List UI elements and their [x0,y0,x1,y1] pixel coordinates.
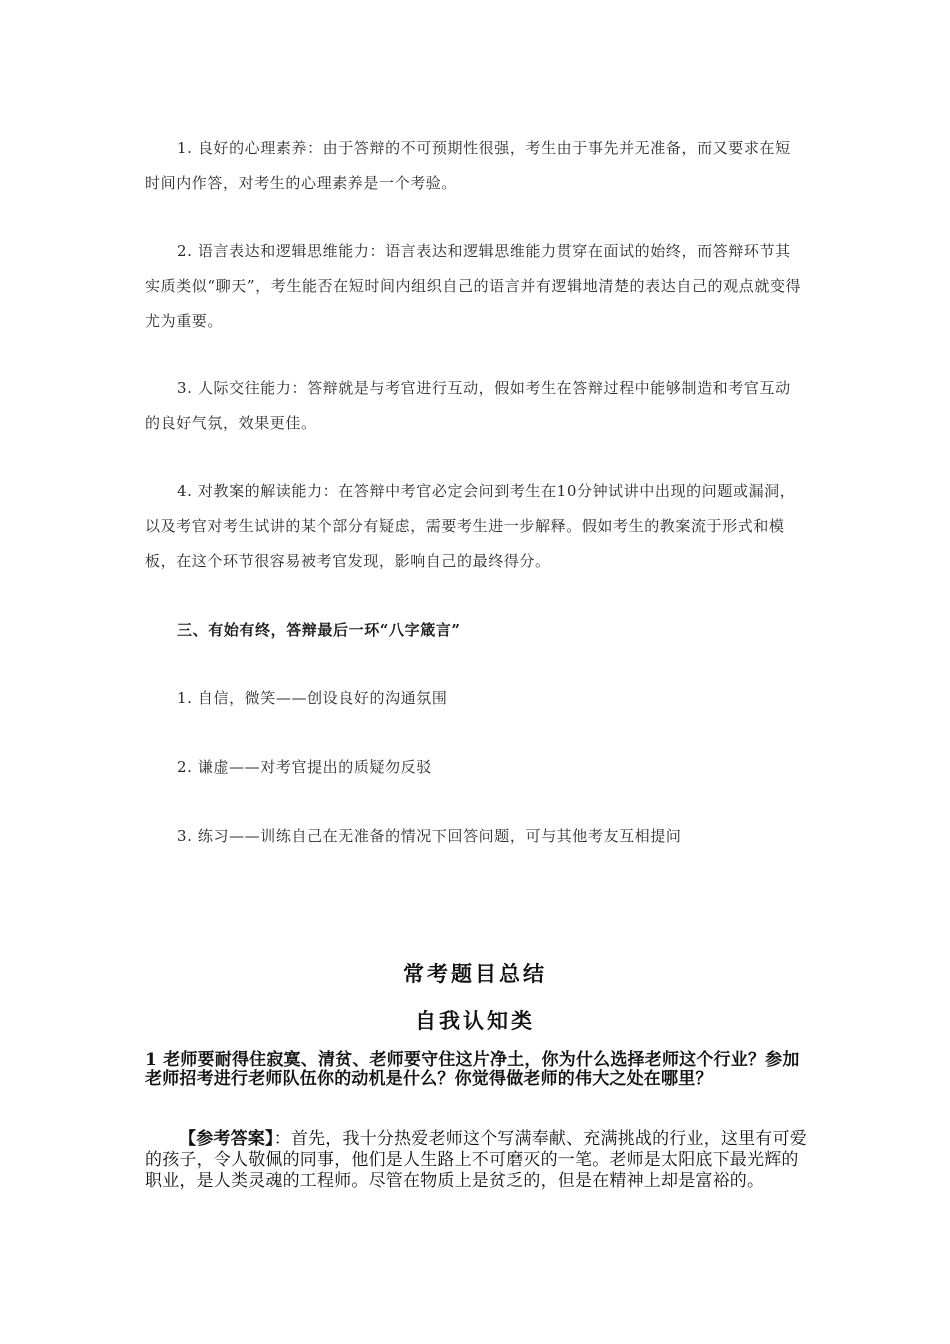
category-title: 自我认知类 [415,1008,535,1033]
answer-text: ：首先，我十分热爱老师这个写满奉献、充满挑战的行业，这里有可爱的孩子，令人敬佩的同事，他们是人生路上不可磨灭的一笔。老师是太阳底下最光辉的职业，是人类灵魂的工程师。尽管在物质上是贫乏的，但是在精神上却是富裕的。 [145,1129,807,1191]
paragraph-text: 4. 对教案的解读能力：在答辩中考官必定会问到考生在10分钟试讲中出现的问题或漏洞，以及考官对考生试讲的某个部分有疑虑，需要考生进一步解释。假如考生的教案流于形式和模板，在这个环节很容易被考官发现，影响自己的最终得分。 [145,482,796,570]
list-item-humility: 2. 谦虚——对考官提出的质疑勿反驳 [177,758,432,776]
paragraph-language-logic [145,234,805,339]
list-item-confidence: 1. 自信，微笑——创设良好的沟通氛围 [177,689,448,707]
section-heading: 三、有始有终，答辩最后一环“八字箴言” [177,621,461,639]
paragraph-interpersonal [145,371,805,441]
summary-title: 常考题目总结 [403,961,547,986]
paragraph-text: 3. 人际交往能力：答辩就是与考官进行互动，假如考生在答辩过程中能够制造和考官互动的良好气氛，效果更佳。 [145,379,791,432]
answer-label: 【参考答案】 [179,1129,274,1149]
paragraph-psychological-quality [145,131,805,201]
paragraph-text: 2. 语言表达和逻辑思维能力：语言表达和逻辑思维能力贯穿在面试的始终，而答辩环节其实质类似“聊天”，考生能否在短时间内组织自己的语言并有逻辑地清楚的表达自己的观点就变得尤为重要。 [145,242,802,330]
list-item-practice: 3. 练习——训练自己在无准备的情况下回答问题，可与其他考友互相提问 [177,827,682,845]
answer-paragraph [145,1129,810,1192]
paragraph-lesson-plan [145,474,805,579]
paragraph-text: 1. 良好的心理素养：由于答辩的不可预期性很强，考生由于事先并无准备，而又要求在短时间内作答，对考生的心理素养是一个考验。 [145,139,791,192]
question-text: 1 老师要耐得住寂寞、清贫、老师要守住这片净土，你为什么选择老师这个行业？参加老师招考进行老师队伍你的动机是什么？你觉得做老师的伟大之处在哪里？ [145,1050,800,1089]
